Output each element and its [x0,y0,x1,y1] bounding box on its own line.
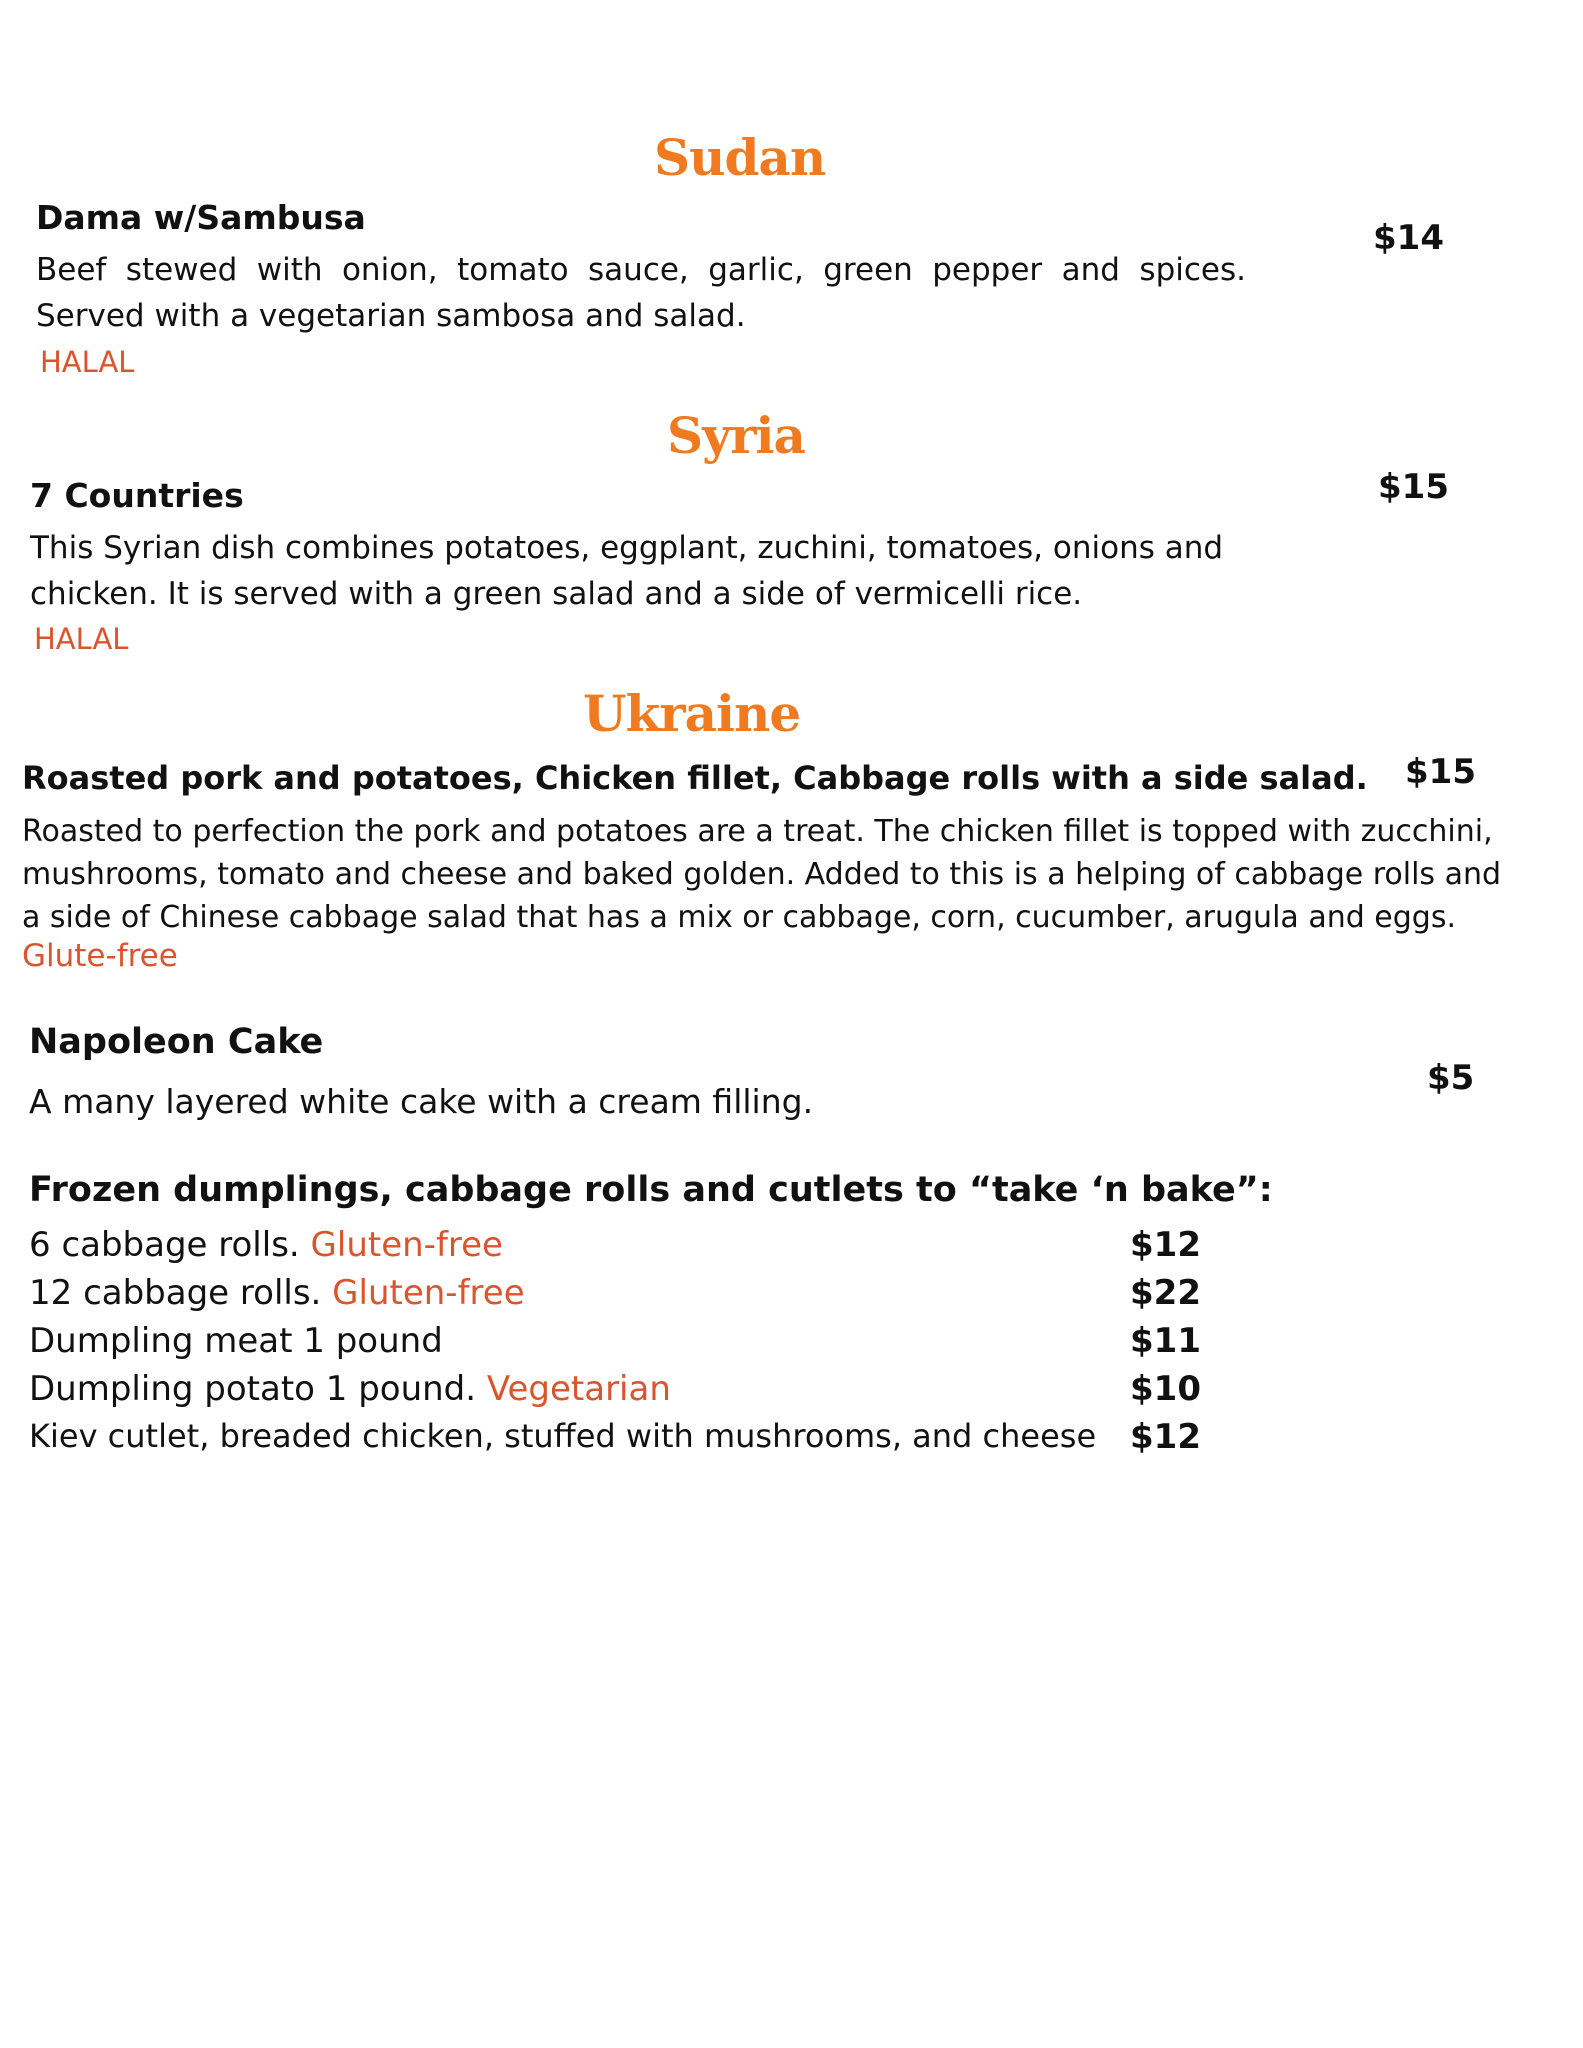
item-tag-dama-halal: HALAL [40,345,135,379]
section-heading-ukraine: Ukraine [583,684,801,743]
item-tag-7-countries-halal: HALAL [34,622,129,656]
frozen-item-text: 12 cabbage rolls. [29,1273,333,1313]
item-desc-dama: Beef stewed with onion, tomato sauce, garlic, green pepper and spices. Served with a vegetarian sambosa and salad. [36,252,1246,334]
item-price-7-countries: $15 [1378,467,1449,507]
frozen-item-price: $12 [1130,1225,1201,1265]
item-price-ukraine-platter: $15 [1405,752,1476,792]
item-title-ukraine-platter: Roasted pork and potatoes, Chicken fillet, Cabbage rolls with a side salad. [22,759,1368,797]
frozen-item-price: $22 [1130,1273,1201,1313]
frozen-item-price: $12 [1130,1417,1201,1457]
frozen-item-12-cabbage-rolls [29,1273,525,1313]
frozen-item-price: $10 [1130,1369,1201,1409]
frozen-item-text: Dumpling meat 1 pound [29,1321,443,1361]
item-tag-ukraine-glute-free: Glute-free [22,938,178,974]
frozen-item-text: Dumpling potato 1 pound. [29,1369,487,1409]
item-desc-7-countries: This Syrian dish combines potatoes, eggplant, zuchini, tomatoes, onions and chicken. It is served with a green salad and a side of vermicelli rice. [30,530,1224,612]
frozen-item-6-cabbage-rolls [29,1225,503,1265]
frozen-item-kiev-cutlet [29,1417,1096,1455]
item-title-napoleon-cake: Napoleon Cake [29,1022,324,1062]
frozen-item-text: Kiev cutlet, breaded chicken, stuffed with mushrooms, and cheese [29,1417,1097,1455]
frozen-item-dumpling-potato [29,1369,671,1409]
frozen-item-tag-gluten-free: Gluten-free [332,1273,525,1313]
frozen-item-price: $11 [1130,1321,1201,1361]
frozen-item-text: 6 cabbage rolls. [29,1225,311,1265]
section-heading-syria: Syria [667,406,805,465]
item-desc-ukraine-platter: Roasted to perfection the pork and potatoes are a treat. The chicken fillet is topped with zucchini, mushrooms, tomato and cheese and baked golden. Added to this is a helping of cabbage rolls and a side of Chinese cabbage salad that has a mix or cabbage, corn, cucumber, arugula and eggs. [22,814,1502,935]
section-heading-sudan: Sudan [654,128,826,187]
item-title-7-countries: 7 Countries [30,476,244,515]
item-desc-napoleon-cake: A many layered white cake with a cream filling. [29,1082,814,1121]
frozen-item-tag-vegetarian: Vegetarian [486,1369,671,1409]
frozen-item-dumpling-meat [29,1321,443,1361]
item-price-napoleon-cake: $5 [1427,1058,1475,1098]
frozen-section-title: Frozen dumplings, cabbage rolls and cutlets to “take ‘n bake”: [29,1170,1273,1210]
item-title-dama: Dama w/Sambusa [36,198,366,237]
item-price-dama: $14 [1373,218,1444,258]
frozen-item-tag-gluten-free: Gluten-free [310,1225,503,1265]
